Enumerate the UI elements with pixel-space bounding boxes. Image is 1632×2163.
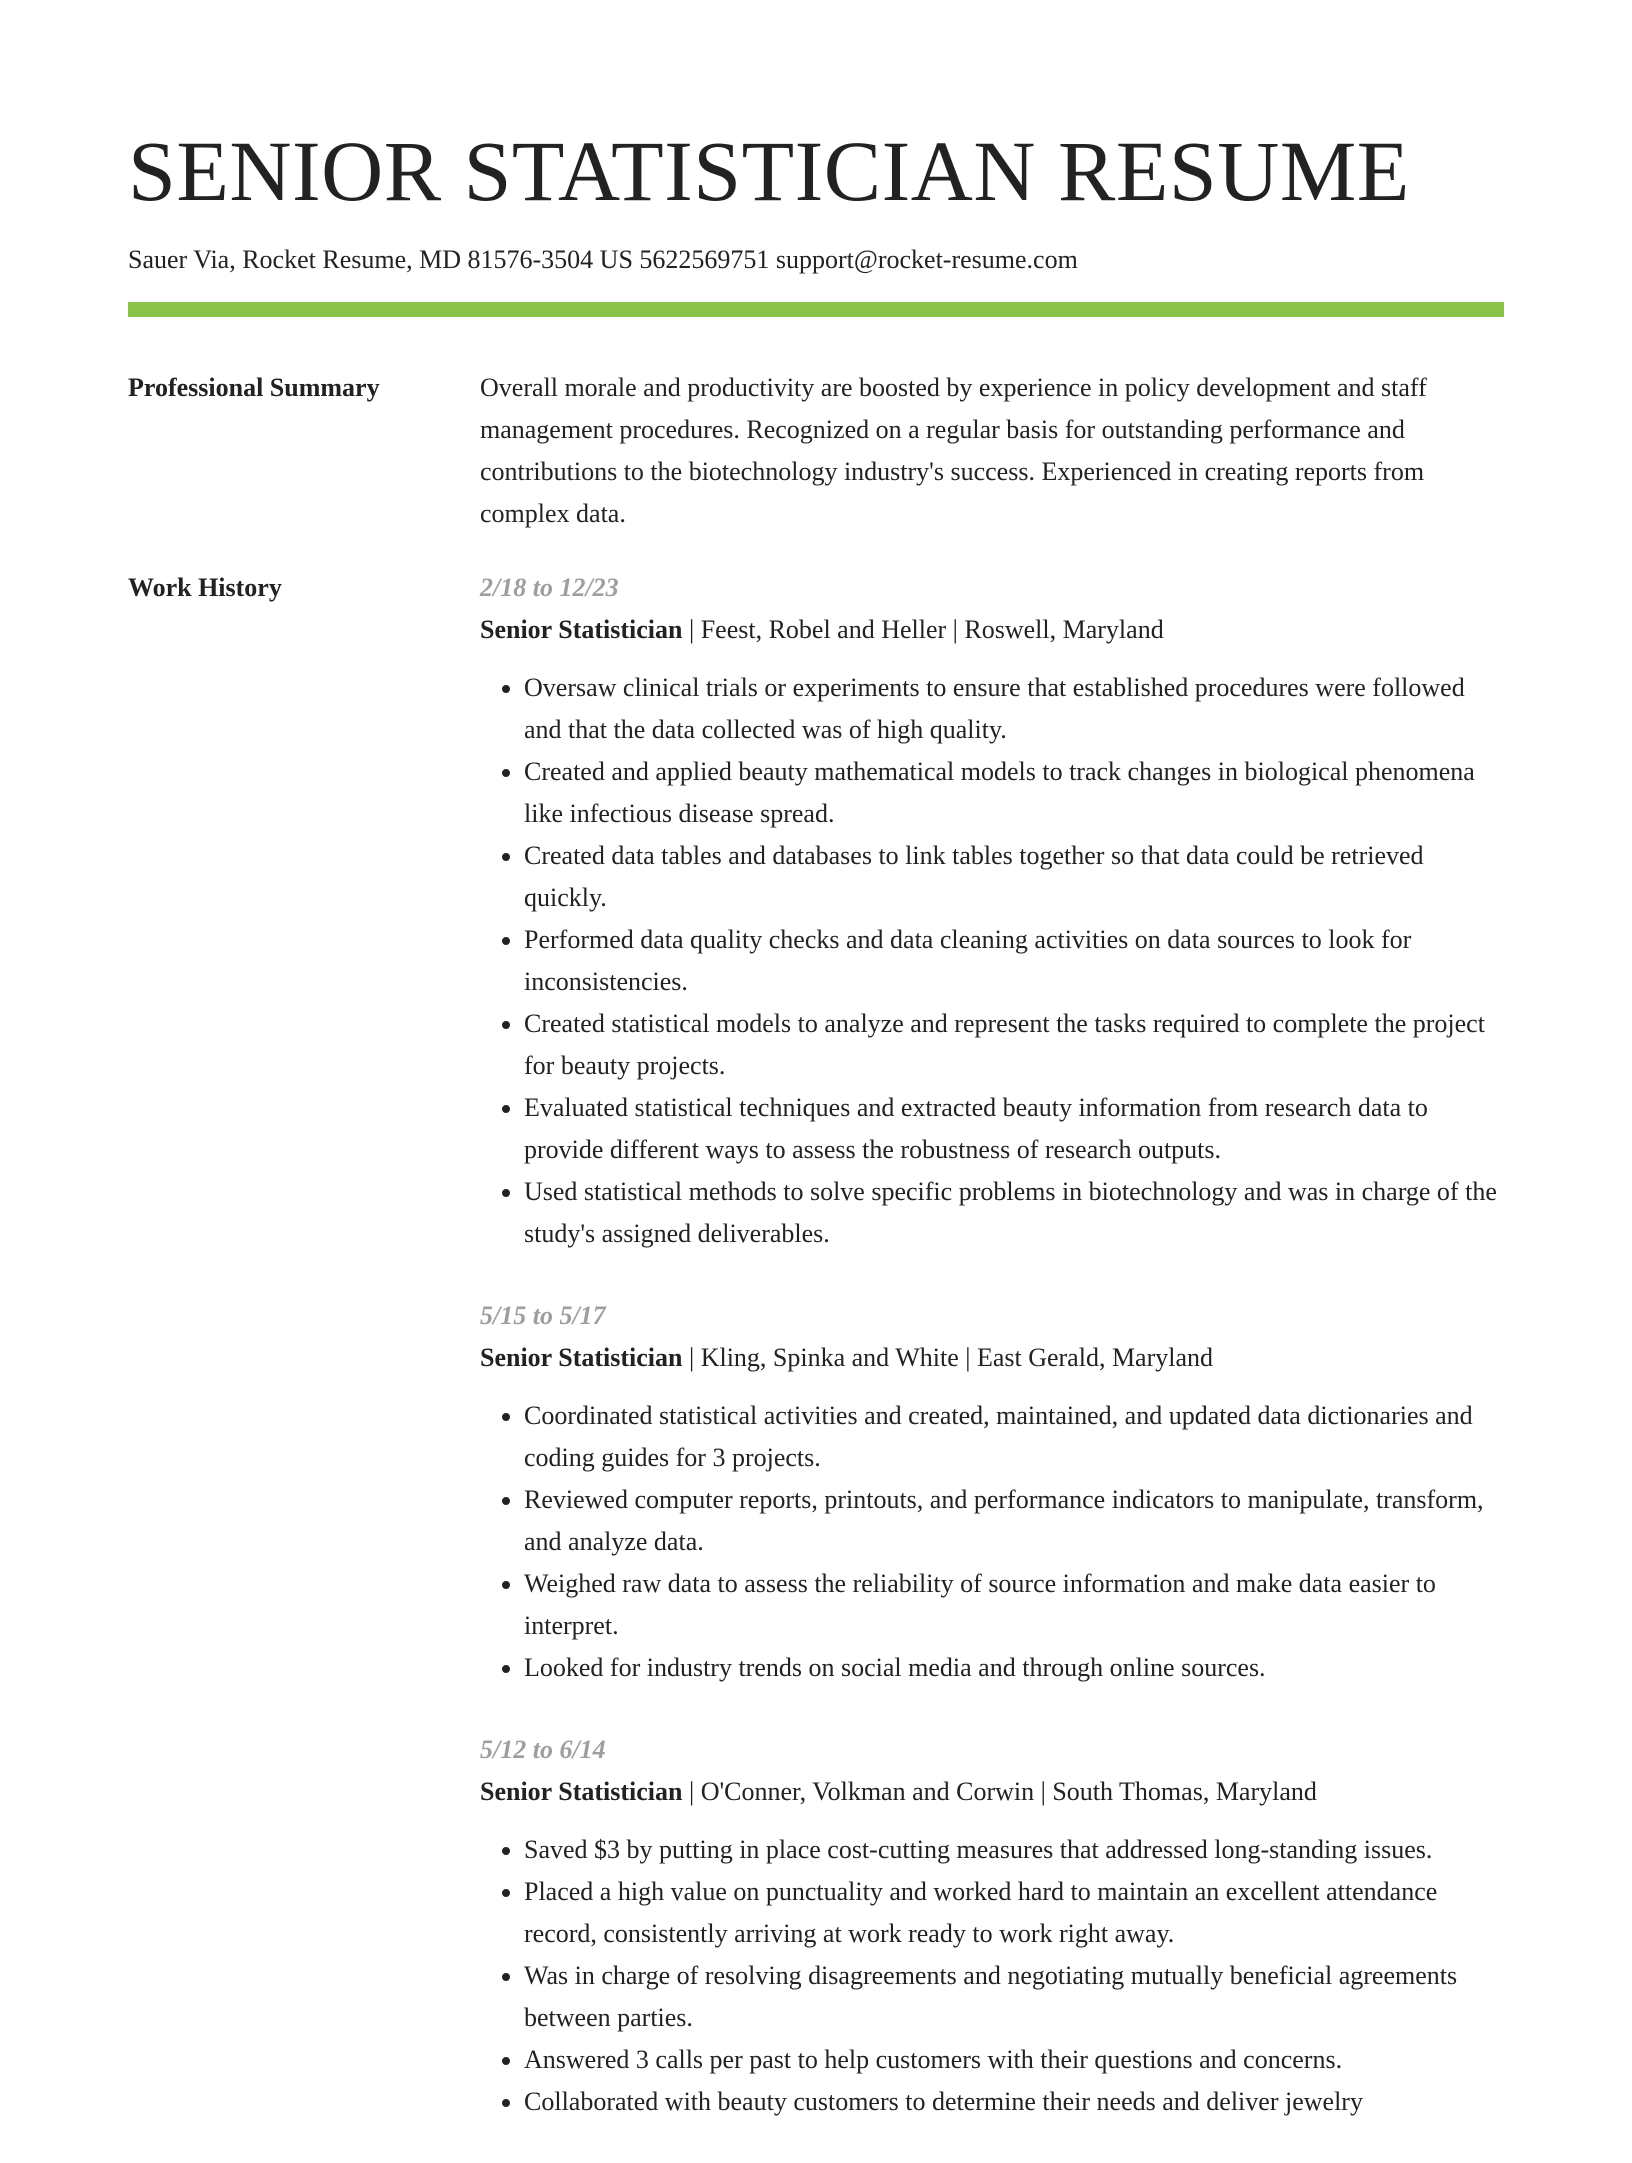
job-role: Senior Statistician bbox=[480, 1343, 683, 1372]
job-bullet: • Was in charge of resolving disagreements and negotiating mutually beneficial agreements between parties. bbox=[524, 1955, 1504, 2039]
job-details: | O'Conner, Volkman and Corwin | South Thomas, Maryland bbox=[682, 1777, 1317, 1806]
job-role: Senior Statistician bbox=[480, 1777, 683, 1806]
accent-divider bbox=[128, 302, 1504, 317]
professional-summary-section bbox=[128, 367, 1504, 535]
section-heading-summary: Professional Summary bbox=[128, 373, 380, 402]
job-bullet: • Weighed raw data to assess the reliability of source information and make data easier to interpret. bbox=[524, 1563, 1504, 1647]
job-dates: 5/12 to 6/14 bbox=[480, 1735, 606, 1764]
job-bullet: • Evaluated statistical techniques and extracted beauty information from research data to provide different ways to assess the robustness of research outputs. bbox=[524, 1087, 1504, 1171]
job-entry bbox=[480, 567, 1504, 1255]
job-title-line bbox=[480, 1771, 1504, 1813]
job-dates: 5/15 to 5/17 bbox=[480, 1301, 606, 1330]
work-history-body bbox=[480, 567, 1504, 2163]
job-bullet-list bbox=[480, 1395, 1504, 1689]
job-bullet: • Answered 3 calls per past to help customers with their questions and concerns. bbox=[524, 2039, 1504, 2081]
job-bullet: • Created and applied beauty mathematical models to track changes in biological phenomena like infectious disease spread. bbox=[524, 751, 1504, 835]
job-title-line bbox=[480, 609, 1504, 651]
job-dates: 2/18 to 12/23 bbox=[480, 573, 619, 602]
job-details: | Kling, Spinka and White | East Gerald, Maryland bbox=[682, 1343, 1214, 1372]
job-bullet-list bbox=[480, 1829, 1504, 2123]
job-bullet: • Performed data quality checks and data cleaning activities on data sources to look for inconsistencies. bbox=[524, 919, 1504, 1003]
contact-line: Sauer Via, Rocket Resume, MD 81576-3504 US 5622569751 support@rocket-resume.com bbox=[128, 245, 1078, 274]
job-bullet-list bbox=[480, 667, 1504, 1255]
job-bullet: • Looked for industry trends on social media and through online sources. bbox=[524, 1647, 1504, 1689]
job-bullet: • Collaborated with beauty customers to determine their needs and deliver jewelry bbox=[524, 2081, 1504, 2123]
job-bullet: • Reviewed computer reports, printouts, and performance indicators to manipulate, transform, and analyze data. bbox=[524, 1479, 1504, 1563]
job-bullet: • Oversaw clinical trials or experiments to ensure that established procedures were followed and that the data collected was of high quality. bbox=[524, 667, 1504, 751]
job-entry bbox=[480, 1729, 1504, 2123]
section-heading-work-history: Work History bbox=[128, 573, 282, 602]
job-details: | Feest, Robel and Heller | Roswell, Maryland bbox=[682, 615, 1164, 644]
job-title-line bbox=[480, 1337, 1504, 1379]
job-bullet: • Placed a high value on punctuality and worked hard to maintain an excellent attendance record, consistently arriving at work ready to work right away. bbox=[524, 1871, 1504, 1955]
job-bullet: • Saved $3 by putting in place cost-cutting measures that addressed long-standing issues. bbox=[524, 1829, 1504, 1871]
job-bullet: • Created statistical models to analyze and represent the tasks required to complete the project for beauty projects. bbox=[524, 1003, 1504, 1087]
work-history-section bbox=[128, 567, 1504, 2163]
resume-title: SENIOR STATISTICIAN RESUME bbox=[128, 123, 1410, 219]
summary-text: Overall morale and productivity are boosted by experience in policy development and staff management procedures. Recognized on a regular basis for outstanding performance and contributions to the biotechnology industry's success. Experienced in creating reports from complex data. bbox=[480, 373, 1427, 528]
job-entry bbox=[480, 1295, 1504, 1689]
job-bullet: • Coordinated statistical activities and created, maintained, and updated data dictionaries and coding guides for 3 projects. bbox=[524, 1395, 1504, 1479]
job-bullet: • Used statistical methods to solve specific problems in biotechnology and was in charge of the study's assigned deliverables. bbox=[524, 1171, 1504, 1255]
job-bullet: • Created data tables and databases to link tables together so that data could be retrieved quickly. bbox=[524, 835, 1504, 919]
job-role: Senior Statistician bbox=[480, 615, 683, 644]
summary-body bbox=[480, 367, 1504, 535]
